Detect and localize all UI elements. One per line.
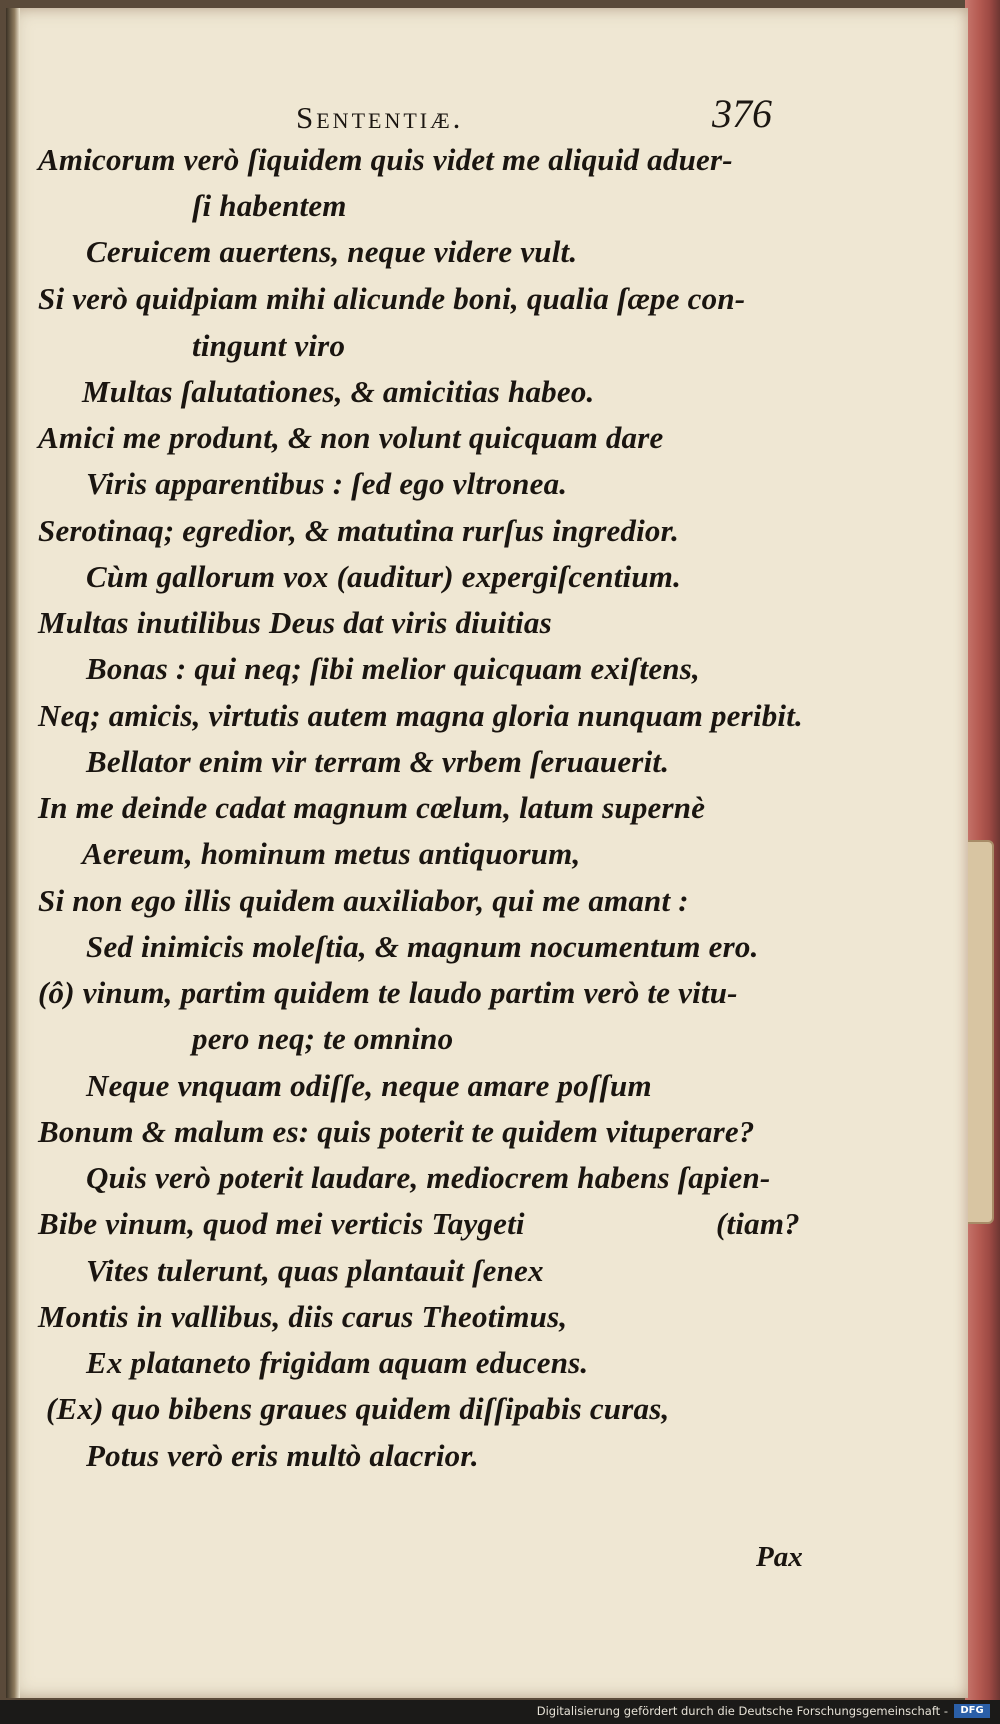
text-line: Bonas : qui neq; ſibi melior quicquam exiſtens,: [86, 651, 700, 686]
footer-bar: [0, 1700, 1000, 1724]
text-line: Multas ſalutationes, & amicitias habeo.: [82, 374, 595, 409]
text-line: Viris apparentibus : ſed ego vltronea.: [86, 466, 568, 501]
text-line: Si non ego illis quidem auxiliabor, qui me amant :: [38, 883, 689, 918]
text-line: (ô) vinum, partim quidem te laudo partim verò te vitu-: [38, 975, 738, 1010]
text-line: Si verò quidpiam mihi alicunde boni, qualia ſæpe con-: [38, 281, 746, 316]
dfg-logo-icon: DFG: [954, 1704, 990, 1718]
text-line: Potus verò eris multò alacrior.: [86, 1438, 479, 1473]
book-page: [6, 8, 968, 1698]
text-line: Ex plataneto frigidam aquam educens.: [86, 1345, 589, 1380]
running-head: Sententiæ.: [296, 100, 464, 135]
text-line: Bibe vinum, quod mei verticis Taygeti: [38, 1206, 525, 1241]
text-line: Neq; amicis, virtutis autem magna gloria nunquam peribit.: [38, 698, 803, 733]
text-line: (tiam?: [716, 1206, 800, 1241]
text-line: Bellator enim vir terram & vrbem ſeruauerit.: [86, 744, 670, 779]
text-line: Aereum, hominum metus antiquorum,: [82, 836, 581, 871]
text-line: Serotinaq; egredior, & matutina rurſus ingredior.: [38, 513, 680, 548]
text-line: Montis in vallibus, diis carus Theotimus,: [38, 1299, 568, 1334]
footer-credit: Digitalisierung gefördert durch die Deutsche Forschungsgemeinschaft -: [536, 1704, 948, 1718]
text-line: Amici me produnt, & non volunt quicquam dare: [38, 420, 664, 455]
catchword: Pax: [756, 1541, 803, 1573]
text-line: Amicorum verò ſiquidem quis videt me aliquid aduer-: [38, 142, 733, 177]
text-line: (Ex) quo bibens graues quidem diſſipabis curas,: [46, 1391, 670, 1426]
text-line: Bonum & malum es: quis poterit te quidem vituperare?: [38, 1114, 755, 1149]
text-line: tingunt viro: [192, 328, 346, 363]
text-line: Cùm gallorum vox (auditur) expergiſcentium.: [86, 559, 682, 594]
text-line: Ceruicem auertens, neque videre vult.: [86, 234, 578, 269]
text-line: In me deinde cadat magnum cœlum, latum supernè: [38, 790, 706, 825]
page-number: 376: [712, 91, 772, 136]
text-line: Multas inutilibus Deus dat viris diuitias: [38, 605, 552, 640]
text-line: Sed inimicis moleſtia, & magnum nocumentum ero.: [86, 929, 759, 964]
text-line: Quis verò poterit laudare, mediocrem habens ſapien-: [86, 1160, 771, 1195]
text-line: pero neq; te omnino: [192, 1021, 454, 1056]
text-line: ſi habentem: [192, 188, 347, 223]
text-line: Vites tulerunt, quas plantauit ſenex: [86, 1253, 544, 1288]
text-block: [6, 8, 968, 1698]
text-line: Neque vnquam odiſſe, neque amare poſſum: [86, 1068, 652, 1103]
